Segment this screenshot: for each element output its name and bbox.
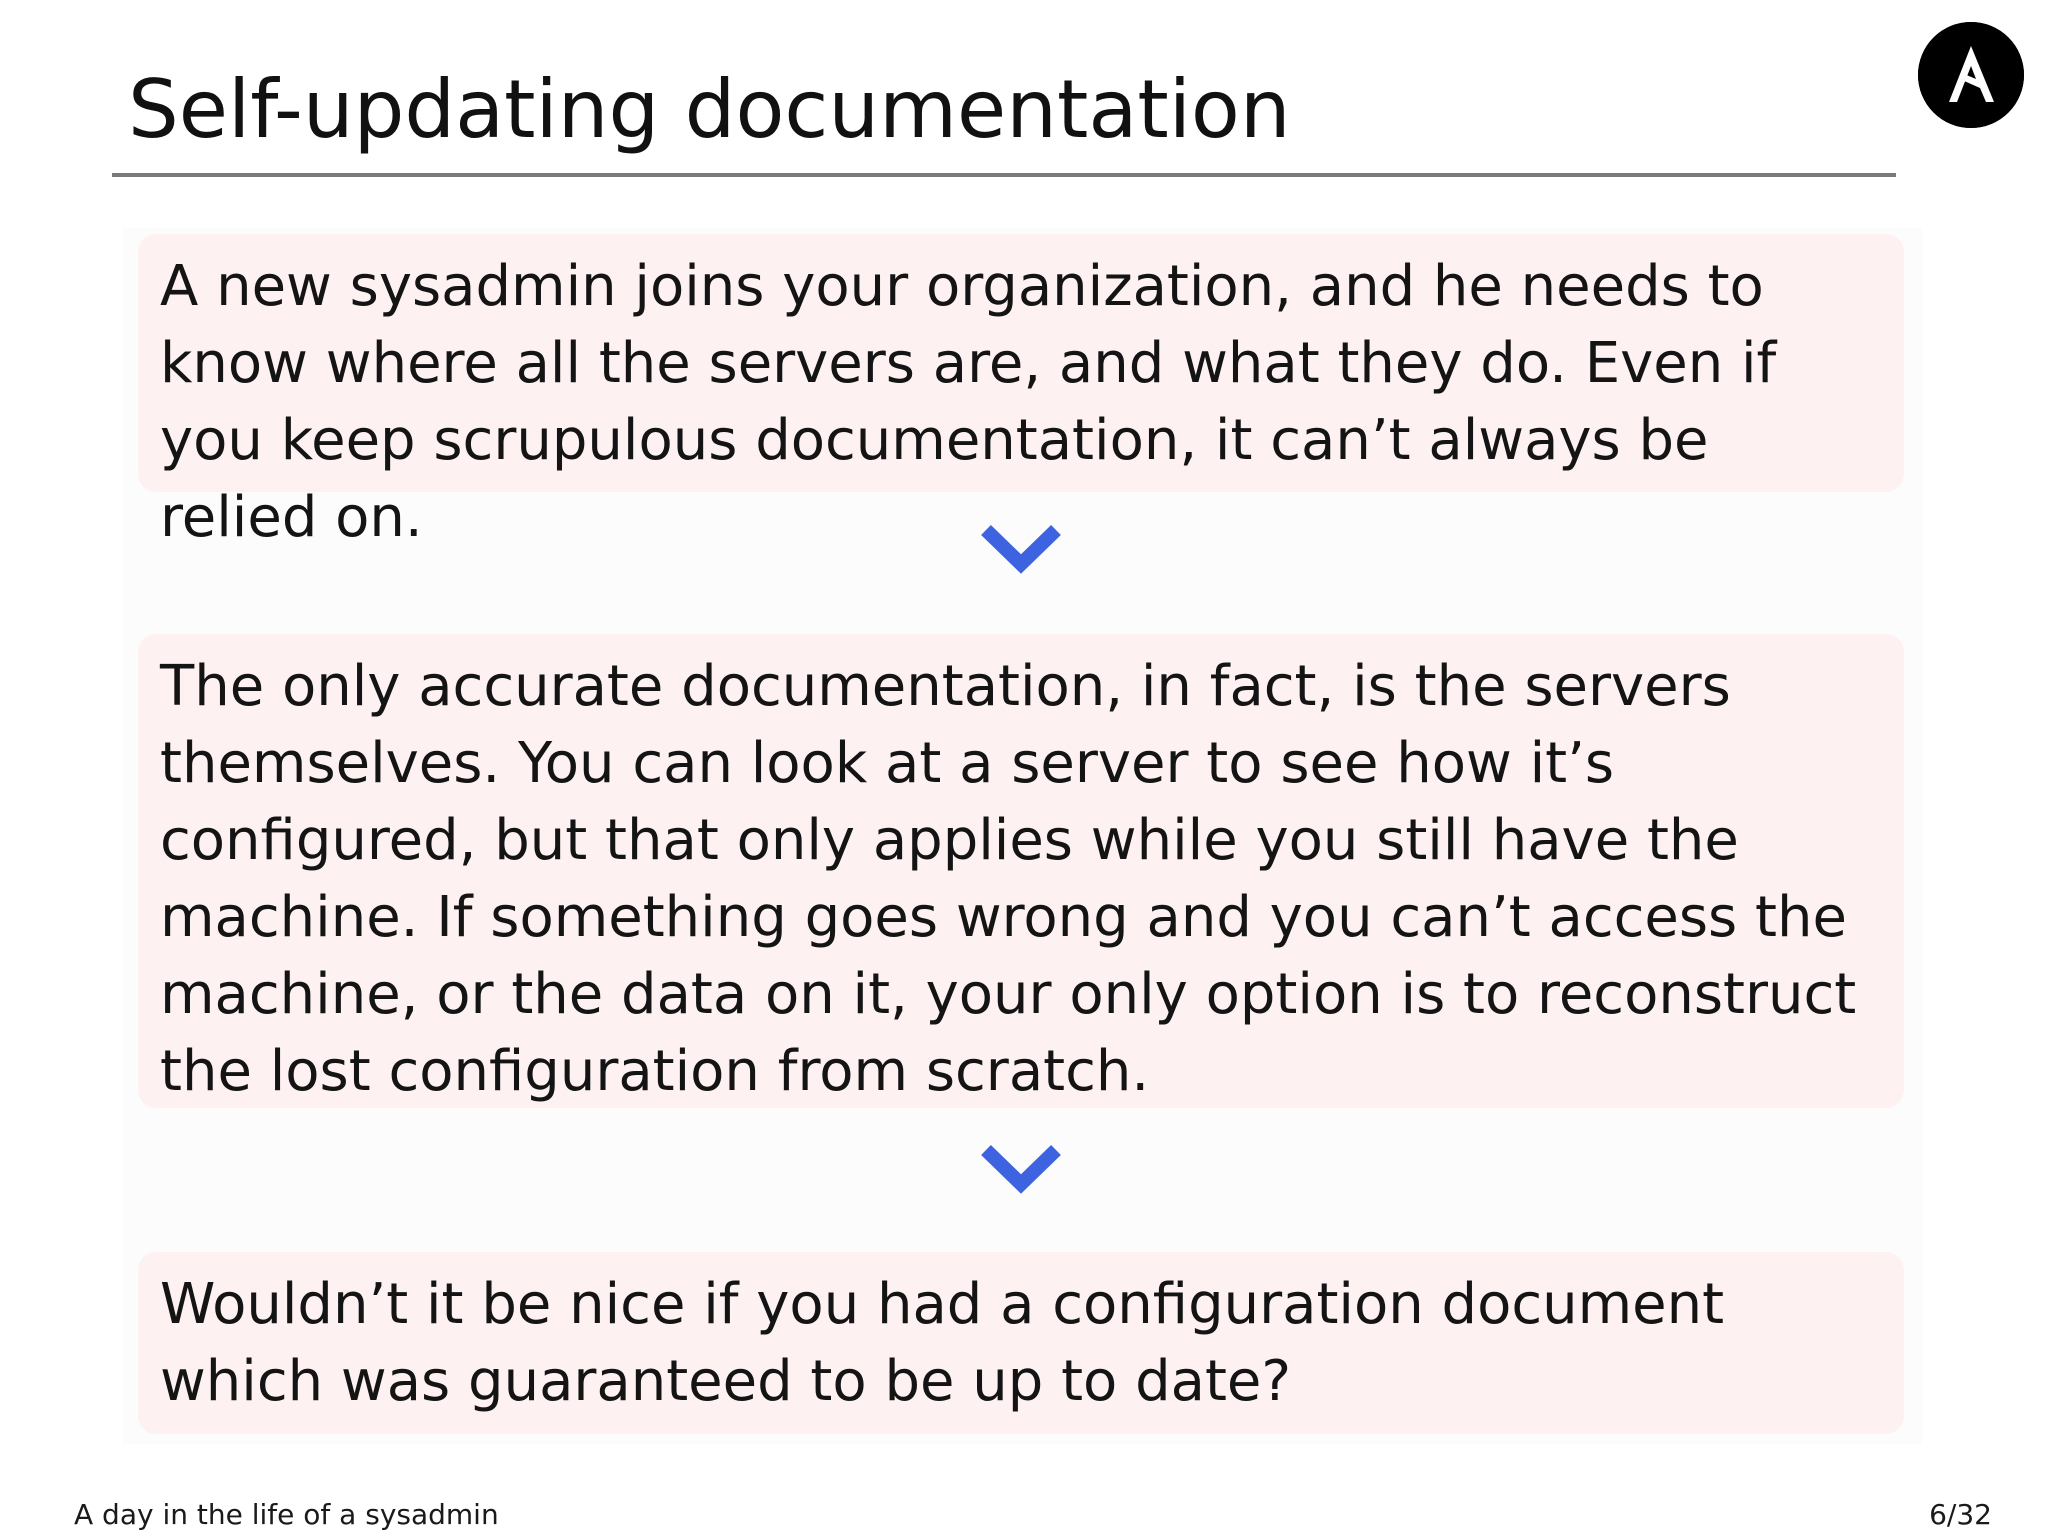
title-rule [112,173,1896,177]
ansible-logo-icon [1918,22,2024,128]
text-block-problem [138,234,1904,550]
text-block-insight [138,634,1904,1108]
chevron-down-icon [978,1140,1064,1198]
footer-presentation-title: A day in the life of a sysadmin [74,1498,499,1531]
text-block-question [138,1252,1904,1434]
block-text: A new sysadmin joins your organization, and he needs to know where all the servers are, and what they do. Even if you keep scrupulous documentation, it can’t always be relied on. [160,254,1777,550]
block-text: Wouldn’t it be nice if you had a configuration document which was guaranteed to be up to date? [160,1272,1725,1414]
chevron-down-icon [978,520,1064,578]
footer-page-number: 6/32 [1929,1498,1992,1531]
block-text: The only accurate documentation, in fact, is the servers themselves. You can look at a server to see how it’s configured, but that only applies while you still have the machine. If something goes wrong and you can’t access the machine, or the data on it, your only option is to reconstruct the lost configuration from scratch. [160,654,1857,1104]
content-area [122,228,1922,1444]
slide-title: Self-updating documentation [128,63,1291,156]
